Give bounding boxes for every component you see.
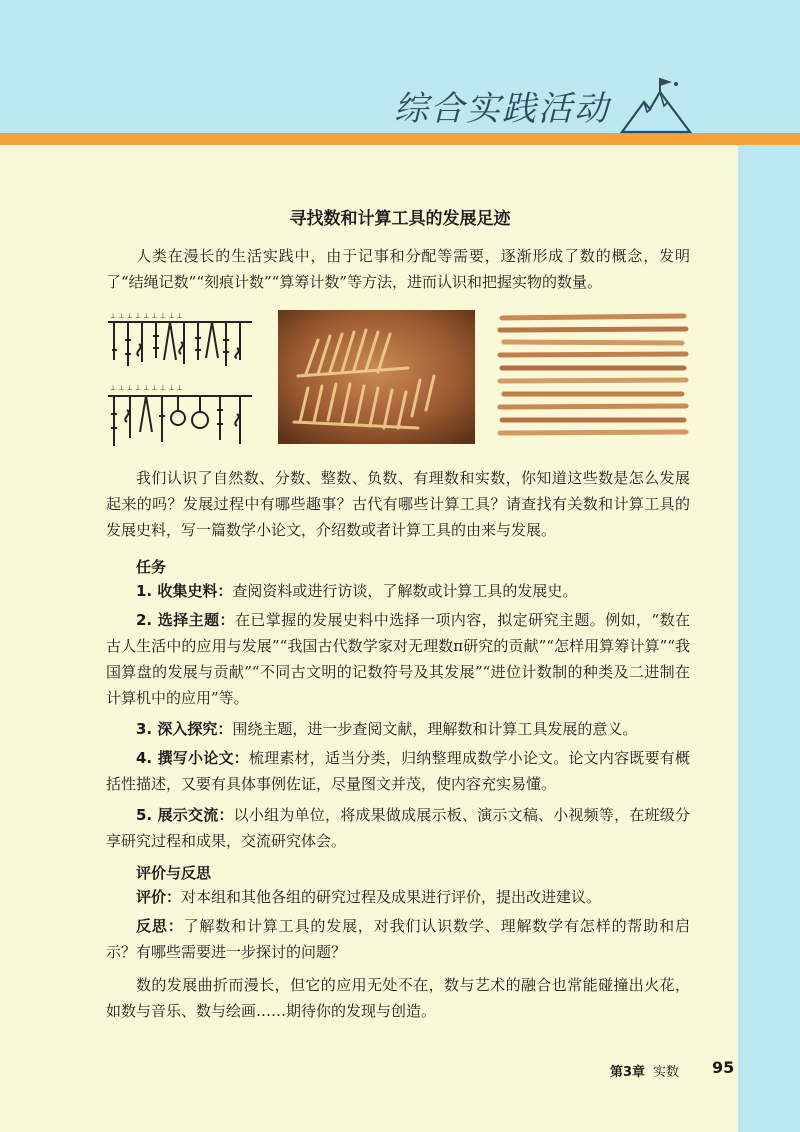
evaluation-label: 反思： xyxy=(136,917,184,935)
evaluation-text: 了解数和计算工具的发展，对我们认识数学、理解数学有怎样的帮助和启示？有哪些需要进一步探讨的问题？ xyxy=(106,917,690,961)
intro-paragraph: 人类在漫长的生活实践中，由于记事和分配等需要，逐渐形成了数的概念，发明了“结绳记数”“刻痕计数”“算筹计数”等方法，进而认识和把握实物的数量。 xyxy=(106,247,690,291)
counting-rods-image xyxy=(496,310,691,444)
question-paragraph: 我们认识了自然数、分数、整数、负数、有理数和实数，你知道这些数是怎么发展起来的吗？发展过程中有哪些趣事？古代有哪些计算工具？请查找有关数和计算工具的发展史料，写一篇数学小论文，介绍数或者计算工具的由来与发展。 xyxy=(106,469,690,539)
task-label: 3. 深入探究： xyxy=(136,720,233,738)
task-text: 以小组为单位，将成果做成展示板、演示文稿、小视频等，在班级分享研究过程和成果，交流研究体会。 xyxy=(106,806,690,850)
subject-label: 实数 xyxy=(653,1065,680,1080)
task-item xyxy=(106,716,690,742)
task-item xyxy=(106,607,690,711)
evaluation-label: 评价： xyxy=(136,888,182,906)
task-text: 梳理素材，适当分类，归纳整理成数学小论文。论文内容既要有概括性描述，又要有具体事例佐证，尽量图文并茂，使内容充实易懂。 xyxy=(106,749,690,793)
header-divider xyxy=(0,133,800,145)
evaluation-heading: 评价与反思 xyxy=(136,864,212,882)
task-text: 围绕主题，进一步查阅文献，理解数和计算工具发展的意义。 xyxy=(232,720,638,738)
notch-tally-image xyxy=(278,310,475,444)
task-item xyxy=(106,802,690,854)
chapter-label: 第3章 xyxy=(610,1065,646,1080)
side-margin-band xyxy=(738,145,800,1132)
svg-text:⊥ ⊥ ⊥ ⊥ ⊥ ⊥ ⊥ ⊥ ⊥: ⊥ ⊥ ⊥ ⊥ ⊥ ⊥ ⊥ ⊥ ⊥ xyxy=(110,312,183,320)
task-text: 在已掌握的发展史料中选择一项内容，拟定研究主题。例如，“数在古人生活中的应用与发展”“我国古代数学家对无理数π研究的贡献”“怎样用算筹计算”“我国算盘的发展与贡献”“不同古文明的记数符号及其发展”“进位计数制的种类及二进制在计算机中的应用”等。 xyxy=(106,611,691,707)
evaluation-item xyxy=(106,913,690,965)
mountain-flag-icon xyxy=(620,76,692,134)
task-label: 1. 收集史料： xyxy=(136,582,233,600)
page-title: 寻找数和计算工具的发展足迹 xyxy=(289,209,511,229)
footer-chapter xyxy=(610,1061,679,1080)
section-title: 综合实践活动 xyxy=(394,89,610,129)
task-text: 查阅资料或进行访谈，了解数或计算工具的发展史。 xyxy=(232,582,578,600)
evaluation-text: 对本组和其他各组的研究过程及成果进行评价，提出改进建议。 xyxy=(181,888,602,906)
task-label: 5. 展示交流： xyxy=(136,806,234,824)
svg-text:⊥ ⊥ ⊥ ⊥ ⊥ ⊥ ⊥ ⊥ ⊥: ⊥ ⊥ ⊥ ⊥ ⊥ ⊥ ⊥ ⊥ ⊥ xyxy=(110,384,183,392)
closing-paragraph: 数的发展曲折而漫长，但它的应用无处不在，数与艺术的融合也常能碰撞出火花，如数与音乐、数与绘画……期待你的发现与创造。 xyxy=(106,976,690,1020)
task-item xyxy=(106,578,690,604)
task-label: 4. 撰写小论文： xyxy=(136,749,249,767)
page-number: 95 xyxy=(712,1058,735,1077)
task-label: 2. 选择主题： xyxy=(136,611,235,629)
evaluation-item xyxy=(106,884,690,910)
task-item xyxy=(106,745,690,797)
tasks-heading: 任务 xyxy=(136,558,167,576)
knotted-rope-counting-image xyxy=(104,310,256,452)
